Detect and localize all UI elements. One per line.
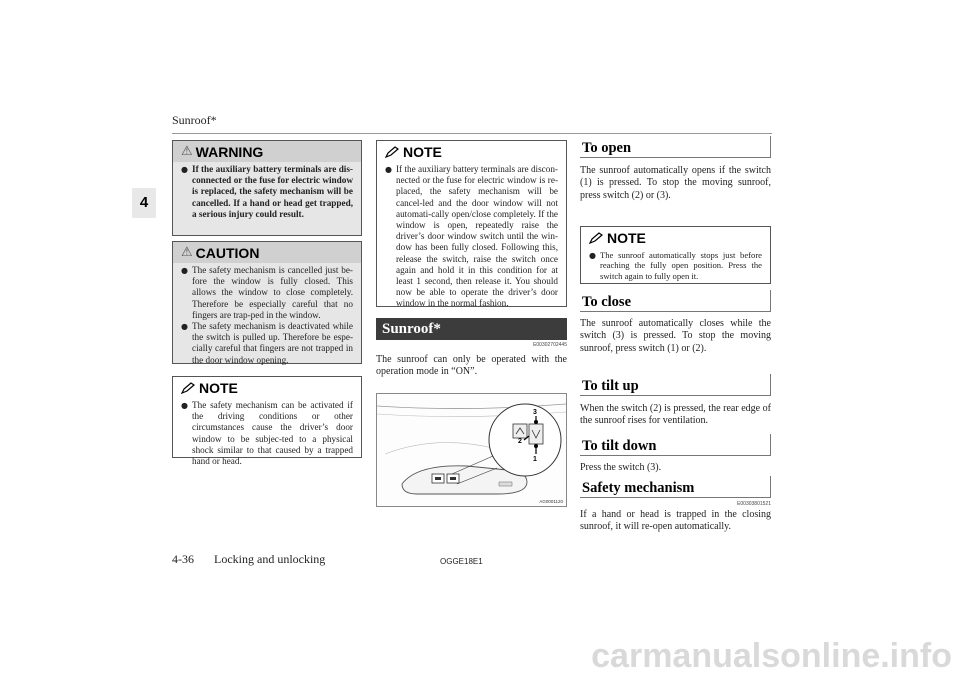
bullet-icon: ● [589, 251, 596, 260]
bullet-icon: ● [181, 165, 188, 174]
callout-3: 3 [533, 409, 537, 416]
page-number: 4-36 [172, 552, 194, 566]
note-item: ● If the auxiliary battery terminals are discon-nected or the fuse for electric window is re-placed, the safety mechanism will be cancel-led and the door window will not automati-cally open/close completely. If the window is open, repeatedly raise the driver’s door window switch until the win-dow has been fully closed. Following this, release the switch, raise the switch once again and hold it in this condition for at least 1 second, then release it. You should now be able to operate the driver’s door window in the normal fashion. [385, 164, 558, 309]
pencil-icon [181, 382, 195, 394]
note-label: NOTE [607, 229, 646, 246]
to-close-heading: To close [580, 290, 771, 312]
note-item: ● The safety mechanism can be activated if the driving conditions or other circumstances cause the driver’s door window to be subjec-ted to a physical shock similar to that caused by a trapped hand or head. [181, 400, 353, 467]
sunroof-section-heading: Sunroof* [376, 318, 567, 340]
note-box-3 [580, 226, 771, 284]
bullet-icon: ● [385, 165, 392, 174]
chapter-tab-number: 4 [139, 194, 149, 211]
pencil-icon [589, 232, 603, 244]
watermark: carmanualsonline.info [591, 637, 952, 675]
warning-item: ● If the auxiliary battery terminals are dis-connected or the fuse for electric window is replaced, the safety mechanism will be cancelled. If a hand or head get trapped, a serious injury could result. [181, 164, 353, 219]
header-divider [172, 133, 772, 134]
caution-box [172, 241, 362, 364]
warning-triangle-icon: ⚠ [181, 144, 193, 159]
caution-header [173, 242, 361, 263]
safety-mechanism-heading: Safety mechanism [580, 476, 771, 498]
footer-page-info [172, 552, 325, 567]
to-tilt-up-text: When the switch (2) is pressed, the rear edge of the sunroof rises for ventilation. [580, 403, 771, 427]
bullet-icon: ● [181, 266, 188, 275]
safety-mechanism-code: E00303801521 [737, 501, 771, 507]
to-open-heading: To open [580, 136, 771, 158]
warning-header [173, 141, 361, 162]
caution-label: CAUTION [195, 244, 260, 261]
to-open-text: The sunroof automatically opens if the switch (1) is pressed. To stop the moving sunroof, press switch (2) or (3). [580, 165, 771, 201]
overhead-console-illustration [377, 394, 566, 506]
figure-code: AG0001120 [539, 499, 563, 504]
note-header [173, 377, 361, 398]
sunroof-switch-figure [376, 393, 567, 507]
running-header-title: Sunroof* [172, 113, 217, 127]
caution-item: ● The safety mechanism is cancelled just be-fore the window is fully closed. This allows the window to close completely. Therefore be especially careful that no fingers are trap-ped in the window. [181, 265, 353, 320]
callout-2: 2 [518, 438, 522, 445]
sunroof-intro-text: The sunroof can only be operated with the operation mode in “ON”. [376, 354, 567, 378]
note-header [377, 141, 566, 162]
to-tilt-down-heading: To tilt down [580, 434, 771, 456]
bullet-icon: ● [181, 401, 188, 410]
footer-section-title: Locking and unlocking [214, 552, 326, 566]
warning-label: WARNING [195, 143, 264, 160]
callout-1: 1 [533, 456, 537, 463]
to-tilt-down-text: Press the switch (3). [580, 462, 662, 473]
pencil-icon [385, 146, 399, 158]
to-close-text: The sunroof automatically closes while the switch (3) is pressed. To stop the moving sunroof, press switch (1) or (2). [580, 318, 771, 354]
note-item: ● The sunroof automatically stops just before reaching the fully open position. Press the switch again to fully open it. [589, 250, 762, 281]
note-header [581, 227, 770, 248]
note-box-2 [376, 140, 567, 307]
caution-triangle-icon: ⚠ [181, 245, 193, 260]
sunroof-section-code: E00302702445 [533, 342, 567, 348]
to-tilt-up-heading: To tilt up [580, 374, 771, 396]
document-code: OGGE18E1 [440, 557, 483, 566]
safety-mechanism-text: If a hand or head is trapped in the closing sunroof, it will re-open automatically. [580, 509, 771, 533]
warning-box [172, 140, 362, 236]
caution-item: ● The safety mechanism is deactivated while the switch is pulled up. Therefore be espe-cially careful that fingers are not trapped in the door window opening. [181, 321, 353, 365]
note-label: NOTE [199, 379, 238, 396]
note-box-1 [172, 376, 362, 467]
note-label: NOTE [403, 143, 442, 160]
chapter-tab[interactable] [132, 188, 156, 218]
bullet-icon: ● [181, 322, 188, 332]
